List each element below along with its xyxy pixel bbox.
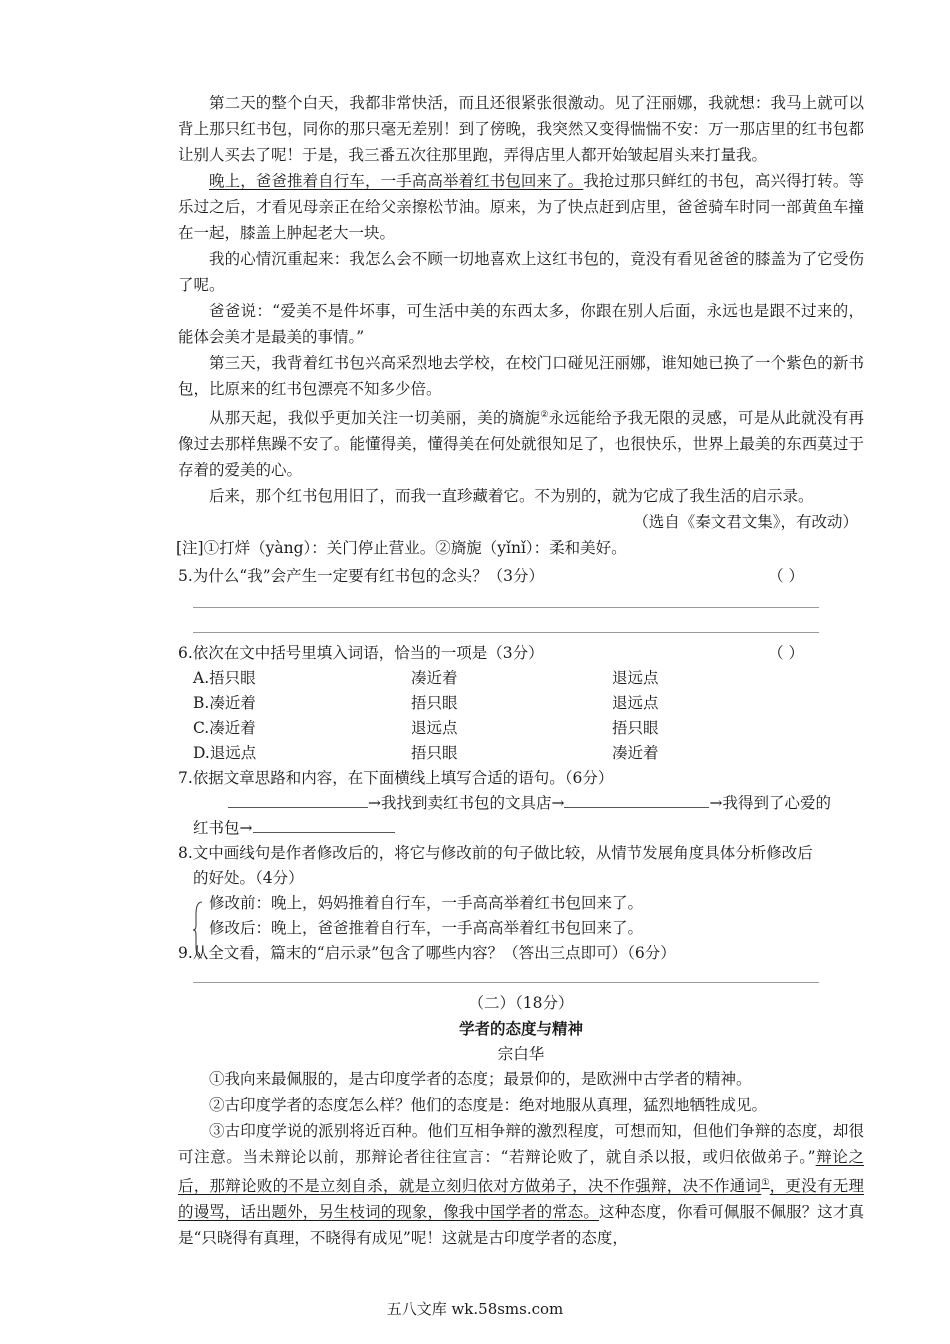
answer-paren: （ ） [768, 567, 804, 585]
paragraph-text: 永远能给予我无限的灵感，可是从此就没有再像过去那样焦躁不安了。能懂得美，懂得美在何处就很知足了，也很快乐，世界上最美的东西莫过于存着的爱美的心。 [178, 409, 864, 480]
section-heading: （二）（18分） [468, 994, 574, 1012]
paragraph [178, 402, 864, 483]
annotation-note: [注]①打烊（yàng）：关门停止营业。②旖旎（yǐnǐ）：柔和美好。 [176, 539, 627, 558]
paragraph: ②古印度学者的态度怎么样？他们的态度是：绝对地服从真理，猛烈地牺牲成见。 [209, 1096, 768, 1114]
fill-blank[interactable] [253, 816, 395, 833]
paragraph: 第三天，我背着红书包兴高采烈地去学校，在校门口碰见汪丽娜，谁知她已换了一个紫色的新书包，比原来的红书包漂亮不知多少倍。 [178, 354, 864, 398]
underlined-sentence: 辩论之后，那辩论败的不是立刻自杀，就是立刻归依对方做弟子，决不作强辩，决不作通词 [178, 1148, 864, 1196]
footnote-marker: ② [540, 410, 549, 420]
option-word: 凑近着 [612, 744, 659, 762]
paragraph-text: 从那天起，我似乎更加关注一切美丽，美的旖旎 [209, 409, 541, 428]
question-8: 8.文中画线句是作者修改后的，将它与修改前的句子做比较，从情节发展角度具体分析修改后 [178, 844, 813, 862]
paragraph-text: 我抢过那只鲜红的书包，高兴得打转。等乐过之后，才看见母亲正在给父亲擦松节油。原来，为了快点赶到店里，爸爸骑车时同一部黄鱼车撞在一起，膝盖上肿起老大一块。 [178, 172, 864, 242]
question-6 [178, 641, 864, 666]
fill-blank[interactable] [564, 791, 709, 808]
questions-section [178, 564, 864, 983]
underlined-sentence: ，更没有无理的谩骂，话出题外，另生枝词的现象，像我中国学者的常态。 [178, 1177, 864, 1222]
option-label: A.捂只眼 [193, 669, 256, 687]
question-text: 5.为什么“我”会产生一定要有红书包的念头？（3分） [178, 567, 544, 585]
article-author: 宗白华 [497, 1045, 545, 1063]
paragraph: ①我向来最佩服的，是古印度学者的态度；最景仰的，是欧洲中古学者的精神。 [209, 1070, 752, 1088]
answer-line[interactable] [193, 982, 819, 983]
flow-text: 红书包→ [193, 819, 253, 837]
option-word: 捂只眼 [411, 694, 458, 712]
option-row-b [178, 691, 864, 716]
option-row-d [178, 741, 864, 766]
option-word: 捂只眼 [612, 719, 659, 737]
question-text: 6.依次在文中括号里填入词语，恰当的一项是（3分） [178, 644, 544, 662]
question-7: 7.依据文章思路和内容，在下面横线上填写合适的语句。（6分） [178, 769, 614, 787]
question-7-flow-end [178, 816, 864, 841]
paragraph: 第二天的整个白天，我都非常快活，而且还很紧张很激动。见了汪丽娜，我就想：我马上就可以背上那只红书包，同你的那只毫无差别！到了傍晚，我突然又变得惴惴不安：万一那店里的红书包都让别人买去了呢！于是，我三番五次往那里跑，弄得店里人都开始皱起眉头来打量我。 [178, 94, 864, 164]
option-row-a [178, 666, 864, 691]
paragraph-text: 这种态度，你看可佩服不佩服？这才真是“只晓得有真理，不晓得有成见”呢！这就是古印度学者的态度， [178, 1203, 864, 1248]
option-word: 退远点 [612, 669, 659, 687]
option-word: 捂只眼 [411, 744, 458, 762]
option-row-c [178, 716, 864, 741]
paragraph: 爸爸说：“爱美不是件坏事，可生活中美的东西太多，你跟在别人后面，永远也是跟不过来的，能体会美才是最美的事情。” [178, 302, 864, 346]
fill-blank[interactable] [228, 791, 368, 808]
option-word: 退远点 [411, 719, 458, 737]
option-label: C.凑近着 [193, 719, 256, 737]
sentence-after: 修改后：晚上，爸爸推着自行车，一手高高举着红书包回来了。 [209, 919, 644, 937]
comparison-bracket [193, 900, 203, 960]
question-9: 9.从全文看，篇末的“启示录”包含了哪些内容？（答出三点即可）（6分） [178, 944, 676, 962]
flow-text: →我找到卖红书包的文具店→ [368, 794, 565, 812]
page-footer: 五八文库 wk.58sms.com [386, 1300, 564, 1318]
option-word: 凑近着 [411, 669, 458, 687]
flow-text: →我得到了心爱的 [709, 794, 831, 812]
footnote-marker: ① [761, 1178, 770, 1188]
paragraph [178, 1118, 864, 1251]
passage-one [178, 90, 864, 561]
sentence-before: 修改前：晚上，妈妈推着自行车，一手高高举着红书包回来了。 [209, 894, 644, 912]
paragraph [178, 168, 864, 246]
underlined-sentence: 晚上，爸爸推着自行车，一手高高举着红书包回来了。 [209, 172, 584, 190]
option-label: D.退远点 [193, 744, 257, 762]
question-5 [178, 564, 864, 589]
paragraph: 我的心情沉重起来：我怎么会不顾一切地喜欢上这红书包的，竟没有看见爸爸的膝盖为了它受伤了呢。 [178, 250, 864, 294]
option-word: 退远点 [612, 694, 659, 712]
option-label: B.凑近着 [193, 694, 256, 712]
article-title: 学者的态度与精神 [458, 1020, 583, 1038]
answer-paren: （ ） [768, 644, 804, 662]
passage-two [178, 990, 864, 1251]
paragraph-text: ③古印度学说的派别将近百种。他们互相争辩的激烈程度，可想而知，但他们争辩的态度，却很可注意。当未辩论以前，那辩论者往往宣言：“若辩论败了，就自杀以报，或归依做弟子。” [178, 1122, 864, 1166]
question-8-cont: 的好处。（4分） [193, 869, 304, 887]
source-citation: （选自《秦文君文集》，有改动） [633, 513, 858, 532]
paragraph: 后来，那个红书包用旧了，而我一直珍藏着它。不为别的，就为它成了我生活的启示录。 [209, 487, 814, 506]
question-7-flow [178, 791, 864, 816]
